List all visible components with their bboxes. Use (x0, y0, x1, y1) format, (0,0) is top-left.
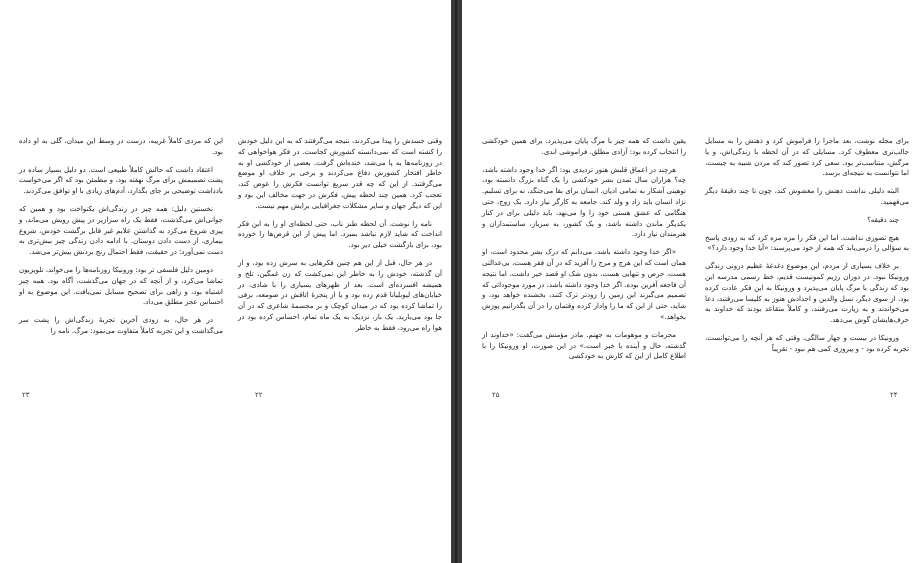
paragraph: برای مجله نوشت، بعد ماجرا را فراموش کرد و ذهنش را به مسایل جالب‌تری معطوف کرد. مسایلی که در آن لحظه با زندگی‌اش، و یا مرگش، متناسب‌تر بود. سعی کرد تصور کند که مردن شبیه به چیست، اما نتوانست به نتیجه‌ای برسد. (705, 137, 909, 178)
page-25-text (482, 136, 686, 369)
paragraph: اعتقاد داشت که حالش کاملاً طبیعی است. دو دلیل بسیار ساده در پشت تصمیمش برای مرگ نهفته بود، و مطمئن بود که اگر می‌خواست یادداشت توضیحی بر جای بگذارد، آدم‌های زیادی با او توافق می‌کردند. (19, 165, 223, 196)
page-24-text (705, 136, 909, 362)
paragraph: هیچ تصوری نداشت. اما این فکر را مزه مزه کرد که به زودی پاسخ به سؤالی را درمی‌یابد که همه از خود می‌پرسند: «آیا خدا وجود دارد؟» (705, 233, 909, 253)
paragraph: در هر حال، قبل از این هم چنین فکرهایی به سرش زده بود، و از آن گذشته، خودش را به خاطر این نمی‌کشت که زن غمگین، تلخ و همیشه افسرده‌ای است. بعد از ظهرهای بسیاری را با شادی، در خیابان‌های لیوبلیانا قدم زده بود و یا از پنجرهٔ اتاقش در صومعه، برفی را تماشا کرده بود که در میدان کوچک و بر مجسمهٔ شاعری که در آن جا بود می‌بارید. یک بار، نزدیک به یک ماه تمام، احساس کرده بود در هوا راه می‌رود، فقط به خاطر (238, 258, 442, 332)
page-22-text (238, 136, 442, 341)
page-number: ۲۳ (22, 391, 30, 399)
paragraph: دومین دلیل فلسفی تر بود: ورونیکا روزنامه‌ها را می‌خواند، تلویزیون تماشا می‌کرد، و از آنچه که در جهان می‌گذشت، آگاه بود. همه چیز اشتباه بود، و راهی برای تصحیح مسایل نمی‌یافت. این موضوع به او احساس عجز مطلق می‌داد. (19, 265, 223, 307)
paragraph: هرچند در اعماق قلبش هنوز تردیدی بود: اگر خدا وجود داشته باشد، چه؟ هزاران سال تمدن بشر خودکشی را یک گناه بزرگ دانسته بود، توهینی آشکار به تمامی ادیان. انسان برای بقا می‌جنگد، نه برای تسلیم. نژاد انسان باید زاد و ولد کند. جامعه به کارگر نیاز دارد. یک زوج، حتی هنگامی که عشق هستی خود را وا می‌نهد، باید دلیلی برای در کنار یکدیگر ماندن داشته باشد، و یک کشور، به سرباز، ساستمداران و هنرمندان نیاز دارد. (482, 165, 686, 239)
paragraph: نامه را نوشت. آن لحظه طنز ناب، حتی لحظه‌ای او را به این فکر انداخت که شاید لازم نباشد بمیرد. اما پیش از این قرص‌ها را خورده بود، برای بازگشت خیلی دیر بود. (238, 219, 442, 250)
paragraph: در هر حال، به زودی آخرین تجربهٔ زندگی‌اش را پشت سر می‌گذاشت و این تجربه کاملاً متفاوت می‌نمود: مرگ. نامه را (19, 316, 223, 335)
left-spread (0, 0, 451, 563)
page-number: ۲۵ (492, 391, 500, 399)
paragraph: این که مردی کاملاً غریبه، درست در وسط این میدان، گلی به او داده بود. (19, 137, 223, 156)
paragraph: بر خلاف بسیاری از مردم، این موضوع دغدغهٔ عظیم درونی زندگی ورونیکا نبود. در دوران رژیم کمونیست قدیم، خط رسمی مدرسه این بود که زندگی با مرگ پایان می‌پذیرد و ورونیکا به این فکر عادت کرده بود. از سوی دیگر، نسل والدین و اجدادش هنوز به کلیسا می‌رفتند، دعا می‌خواندند و به زیارت می‌رفتند، و کاملاً متقاعد بودند که خداوند به حرف‌هایشان گوش می‌دهد. (705, 262, 909, 325)
paragraph: یقین داشت که همه چیز با مرگ پایان می‌پذیرد. برای همین خودکشی را انتخاب کرده بود: آزادی مطلق. فراموشی ابدی. (482, 137, 686, 156)
paragraph: ورونیکا در بیست و چهار سالگی، وقتی که هر آنچه را می‌توانست، تجربه کرده بود - و پیروزی کمی هم نبود - تقریباً (705, 333, 909, 353)
page-23-text (19, 136, 223, 344)
paragraph: وقتی جسدش را پیدا می‌کردند، نتیجه می‌گرفتند که به این دلیل خودش را کشته است که نمی‌دانسته کشورش کجاست. در فکر هواخواهی که در روزنامه‌ها به پا می‌شد، خنده‌اش گرفت. بعضی از خودکشی او به خاطر افتخار کشورش دفاع می‌کردند و برخی بر خلاف او موضع می‌گرفتند. از این که چه قدر سریع توانست فکرش را عوض کند، تعجب کرد. همین چند لحظه پیش، فکرش در جهت مخالف این بود و این که دیگر جهان و سایر مشکلات جغرافیایی برایش مهم نیست. (238, 137, 442, 210)
paragraph: محرمات و موهومات به جهنم. مادر مؤمنش می‌گفت: «خداوند از گذشته، حال و آینده با خبر است.» در این صورت، او ورونیکا را با اطلاع کامل از این که کارش به خودکشی (482, 330, 686, 361)
right-spread (462, 0, 913, 563)
paragraph: البته دلیلی نداشت ذهنش را مغشوش کند، چون تا چند دقیقهٔ دیگر می‌فهمید. (705, 187, 909, 206)
page-number: ۲۴ (890, 391, 898, 399)
book-gutter (451, 0, 462, 563)
paragraph: چند دقیقه؟ (867, 215, 899, 224)
paragraph: «اگر خدا وجود داشته باشد، می‌دانم که درک بشر محدود است، او همان است که این هرج و مرج را آفرید که در آن فقر هست، بی‌عدالتی هست، حرص و تنهایی هست. بدون شک او قصد خیر داشت، اما نتیجه آن فاجعه آفرین بوده. اگر خدا وجود داشته باشد، در مورد موجوداتی که تصمیم می‌گیرند این زمین را زودتر ترک کنند، بخشنده خواهد بود، و شاید، حتی از این که ما را وادار کرده وقتمان را در آن بگذرانیم پوزش بخواهد.» (482, 248, 686, 321)
page-number: ۲۲ (255, 391, 263, 399)
paragraph: نخستین دلیل: همه چیز در زندگی‌اش یکنواخت بود و همین که جوانی‌اش می‌گذشت، فقط یک راه سرازیر در پیش رویش می‌ماند، و پیری شروع می‌کرد به گذاشتن علایم غیر قابل برگشت خودش، شروع بیماری، از دست دادن دوستان. با ادامه دادن زندگی چیز بیش‌تری به دست نمی‌آورد؛ در حقیقت، فقط احتمال رنج بردنش بیش‌تر می‌شد. (19, 204, 223, 257)
